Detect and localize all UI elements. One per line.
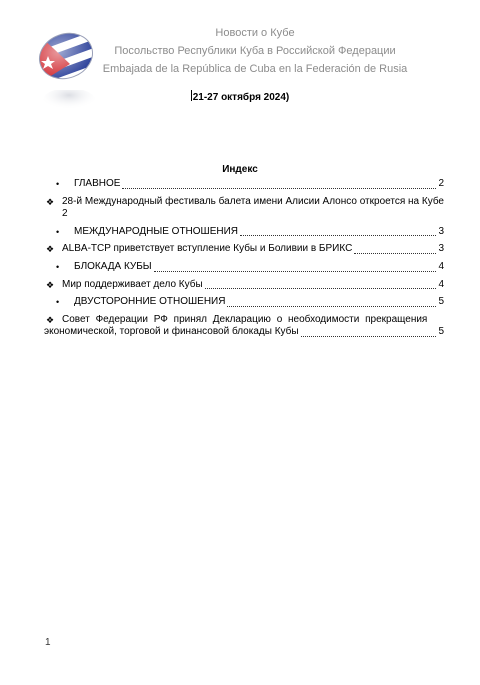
toc-entry-ballet-festival[interactable] (46, 196, 444, 221)
toc-entry-page: 5 (438, 296, 444, 308)
toc-entry-label: ДВУСТОРОННИЕ ОТНОШЕНИЯ (74, 296, 226, 308)
toc-entry-label: ГЛАВНОЕ (74, 178, 121, 189)
letterhead-title: Новости о Кубе (215, 27, 295, 39)
toc-entry-federation-council[interactable] (46, 314, 444, 339)
toc-leader-dots (154, 262, 437, 272)
toc-entry-label: БЛОКАДА КУБЫ (74, 260, 152, 272)
toc-entry-main[interactable] (46, 178, 444, 191)
toc-entry-page: 4 (438, 260, 444, 272)
toc-leader-dots (301, 327, 437, 337)
cuba-flag-emblem-icon (36, 26, 96, 86)
bullet-icon: • (56, 297, 60, 308)
toc-entry-label: Совет Федерации РФ принял Декларацию о необходимости прекращения (62, 313, 428, 325)
toc-leader-dots (240, 226, 436, 236)
toc-entry-page: 3 (438, 225, 444, 237)
toc-entry-international-relations[interactable] (46, 226, 444, 239)
toc-entry-label: МЕЖДУНАРОДНЫЕ ОТНОШЕНИЯ (74, 225, 239, 237)
toc-entry-blockade[interactable] (46, 261, 444, 274)
toc-title: Индекс (222, 164, 258, 175)
toc-entry-alba-brics[interactable] (46, 243, 444, 256)
toc-entry-label: 28-й Международный фестиваль балета имени Алисии Алонсо откроется на Кубе (62, 195, 444, 207)
toc-entry-page: 4 (438, 278, 444, 290)
diamond-bullet-icon: ❖ (46, 279, 55, 290)
toc-entry-label: Мир поддерживает дело Кубы (62, 278, 203, 290)
bullet-icon: • (56, 179, 60, 189)
toc-leader-dots (205, 279, 437, 289)
bullet-icon: • (56, 226, 60, 237)
letterhead-embassy-es: Embajada de la República de Cuba en la Federación de Rusia (102, 63, 408, 75)
text-cursor (191, 90, 192, 101)
toc-leader-dots (122, 179, 436, 189)
toc-entry-world-support[interactable] (46, 279, 444, 292)
toc-entry-page: 2 (438, 178, 444, 189)
diamond-bullet-icon: ❖ (46, 314, 55, 325)
letterhead-embassy-ru: Посольство Республики Куба в Российской Федерации (114, 45, 396, 57)
toc-entry-label: ALBA-TCP приветствует вступление Кубы и Боливии в БРИКС (62, 243, 353, 255)
letterhead (90, 22, 420, 82)
issue-dates (0, 90, 480, 103)
toc-entry-bilateral-relations[interactable] (46, 296, 444, 309)
issue-dates-text: 21-27 октября 2024) (192, 92, 290, 103)
diamond-bullet-icon: ❖ (46, 244, 55, 255)
toc-entry-label-continued: экономической, торговой и финансовой блокады Кубы (44, 326, 299, 338)
diamond-bullet-icon: ❖ (46, 196, 55, 207)
toc-leader-dots (354, 244, 436, 254)
toc-entry-page: 5 (438, 326, 444, 338)
toc-entry-page: 2 (62, 208, 68, 220)
bullet-icon: • (56, 261, 60, 272)
table-of-contents (46, 178, 444, 339)
toc-leader-dots (227, 297, 436, 307)
page-number: 1 (45, 637, 51, 648)
toc-entry-page: 3 (438, 243, 444, 255)
